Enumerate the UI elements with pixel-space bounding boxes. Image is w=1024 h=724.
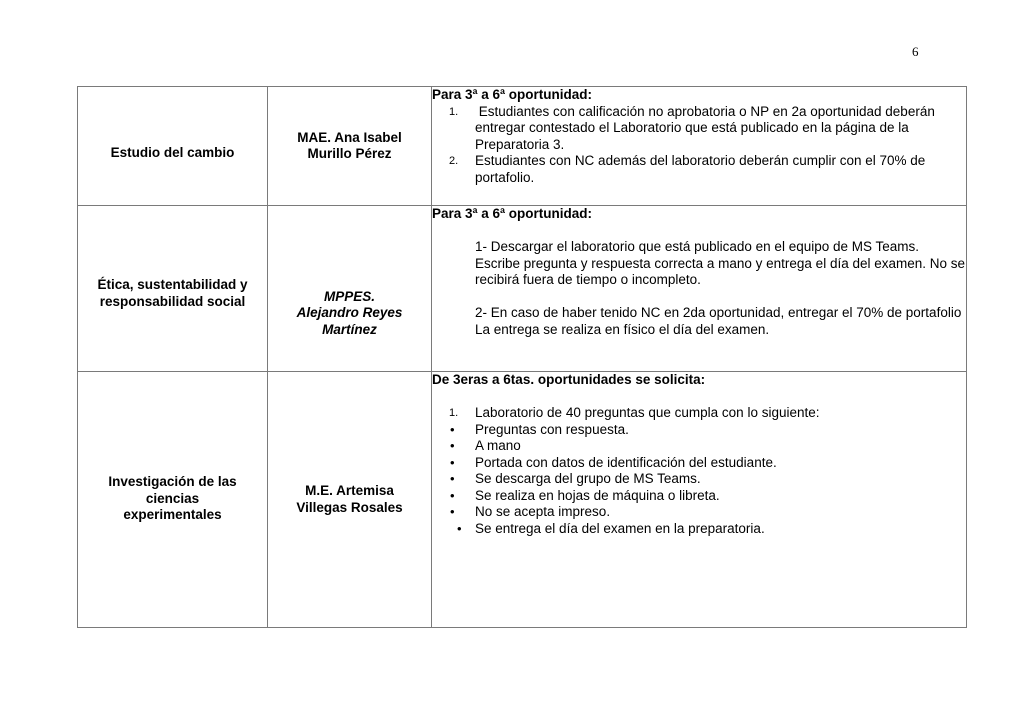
bullet-item <box>450 455 966 472</box>
subject-cell <box>78 206 268 372</box>
bullet-item <box>450 471 966 488</box>
requirements-cell <box>432 87 967 206</box>
bullet-text: No se acepta impreso. <box>475 504 611 519</box>
teacher-cell <box>268 87 432 206</box>
subject-name: Investigación de las ciencias experimentales <box>108 474 237 523</box>
table-row <box>78 206 967 372</box>
teacher-name-line: MPPES. <box>323 288 375 304</box>
page-number: 6 <box>912 44 919 59</box>
teacher-name-line: Alejandro Reyes <box>296 305 403 321</box>
teacher-cell <box>268 206 432 372</box>
bullet-item <box>457 521 966 538</box>
bullet-icon: • <box>450 438 455 453</box>
teacher-name-line: M.E. Artemisa <box>305 483 394 498</box>
bullet-text: A mano <box>475 438 521 453</box>
list-number: 2. <box>449 155 459 167</box>
requirements-heading: Para 3ª a 6ª oportunidad: <box>432 87 593 102</box>
bullet-item <box>450 488 966 505</box>
bullet-text: Portada con datos de identificación del estudiante. <box>475 454 777 470</box>
subject-cell <box>78 372 268 628</box>
bullet-text: Se descarga del grupo de MS Teams. <box>475 471 701 486</box>
bullet-text: Se entrega el día del examen en la preparatoria. <box>475 520 765 536</box>
bullet-icon: • <box>450 504 455 519</box>
list-text: Estudiantes con calificación no aprobatoria o NP en 2a oportunidad deberán entregar contestado el Laboratorio que está publicado en la página de la Preparatoria 3. <box>475 103 939 152</box>
teacher-name-line: MAE. Ana Isabel <box>297 129 402 145</box>
requirement-paragraph: 2- En caso de haber tenido NC en 2da oportunidad, entregar el 70% de portafolio La entrega se realiza en físico el día del examen. <box>475 305 962 337</box>
subject-cell <box>78 87 268 206</box>
requirement-paragraph: 1- Descargar el laboratorio que está publicado en el equipo de MS Teams. Escribe pregunta y respuesta correcta a mano y entrega el día del examen. No se recibirá fuera de tiempo o incompleto. <box>475 239 966 287</box>
requirements-cell <box>432 206 967 372</box>
list-item <box>449 405 966 422</box>
list-item <box>449 104 966 154</box>
schedule-table <box>77 86 967 628</box>
requirements-heading: De 3eras a 6tas. oportunidades se solicita: <box>432 372 706 387</box>
table-row <box>78 372 967 628</box>
requirements-cell <box>432 372 967 628</box>
subject-name: Estudio del cambio <box>110 144 235 160</box>
bullet-icon: • <box>450 487 455 503</box>
table-row <box>78 87 967 206</box>
list-text: Laboratorio de 40 preguntas que cumpla con lo siguiente: <box>475 405 820 420</box>
bullet-text: Preguntas con respuesta. <box>475 421 629 437</box>
list-item <box>449 153 966 186</box>
list-number: 1. <box>449 105 459 118</box>
bullet-icon: • <box>457 520 462 536</box>
teacher-name-line: Villegas Rosales <box>296 499 403 515</box>
subject-name: Ética, sustentabilidad y responsabilidad social <box>97 277 248 309</box>
bullet-icon: • <box>450 454 455 470</box>
bullet-item <box>450 422 966 439</box>
bullet-icon: • <box>450 471 455 486</box>
list-text: Estudiantes con NC además del laboratorio deberán cumplir con el 70% de portafolio. <box>475 153 926 185</box>
bullet-icon: • <box>450 421 455 437</box>
bullet-text: Se realiza en hojas de máquina o libreta. <box>475 487 720 503</box>
bullet-item <box>450 504 966 521</box>
teacher-name-line: Martínez <box>322 321 377 337</box>
list-number: 1. <box>449 407 459 419</box>
teacher-name-line: Murillo Pérez <box>307 146 392 161</box>
bullet-item <box>450 438 966 455</box>
teacher-cell <box>268 372 432 628</box>
requirements-heading: Para 3ª a 6ª oportunidad: <box>432 206 593 221</box>
